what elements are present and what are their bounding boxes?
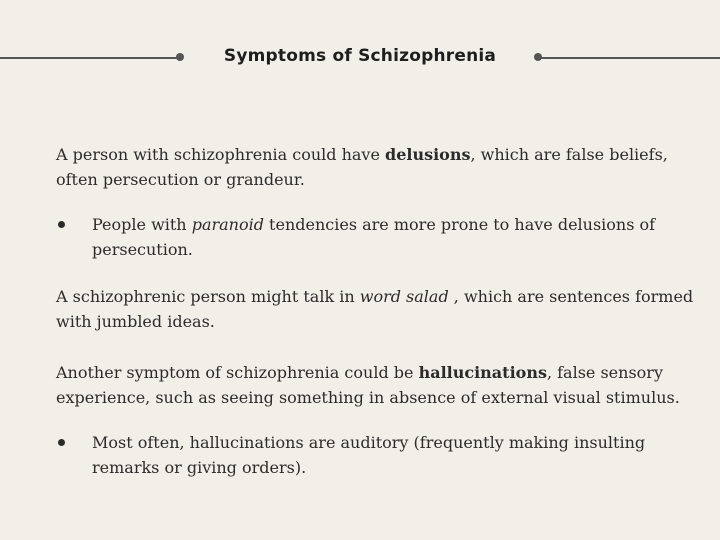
text-segment: tendencies are more prone to have delusions of persecution. <box>92 215 656 259</box>
paragraph-hallucinations <box>56 360 696 410</box>
text-segment: , false sensory experience, such as seeing something in absence of external visual stimulus. <box>56 363 680 407</box>
slide-header <box>0 44 720 70</box>
term-word-salad: word salad <box>359 287 449 306</box>
header-rule-right <box>540 57 720 59</box>
text-segment: A person with schizophrenia could have <box>56 145 386 164</box>
term-delusions: delusions <box>385 145 471 164</box>
text-segment: People with <box>92 215 192 234</box>
header-dot-left <box>176 53 184 61</box>
paragraph-delusions <box>56 142 696 192</box>
text-segment: , which are sentences formed with jumbled ideas. <box>56 287 694 331</box>
text-segment: , which are false beliefs, often persecution or grandeur. <box>56 145 668 189</box>
text-segment: Another symptom of schizophrenia could be <box>56 363 419 382</box>
bullet-paranoid <box>56 212 696 262</box>
bullet-auditory <box>56 430 696 480</box>
term-hallucinations: hallucinations <box>418 363 547 382</box>
text-segment: A schizophrenic person might talk in <box>56 287 360 306</box>
term-paranoid: paranoid <box>191 215 264 234</box>
paragraph-word-salad <box>56 284 696 334</box>
bullet-dot-icon <box>58 221 65 228</box>
slide-body <box>56 142 696 480</box>
page-title: Symptoms of Schizophrenia <box>223 46 497 66</box>
text-segment: Most often, hallucinations are auditory (frequently making insulting remarks or giving orders). <box>92 433 646 477</box>
header-rule-left <box>0 57 180 59</box>
bullet-dot-icon <box>58 439 65 446</box>
